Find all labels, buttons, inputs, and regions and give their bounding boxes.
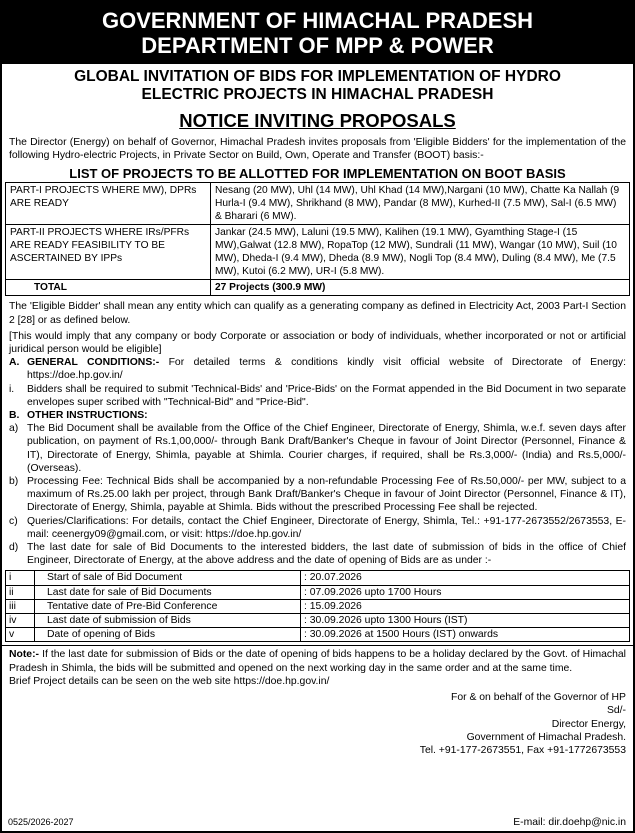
government-title: GOVERNMENT OF HIMACHAL PRADESH: [101, 8, 534, 33]
intro-paragraph: The Director (Energy) on behalf of Governor, Himachal Pradesh invites proposals from 'Eligible Bidders' for the implementation of the following Hydro-electric Projects, in Private Sector on Build, Own, Operate and Transfer (BOOT) basis:-: [9, 137, 626, 162]
note-text: If the last date for submission of Bids or the date of opening of bids happens to be a holiday declared by the Govt. of Himachal Pradesh in Shimla, the bids will be submitted and opened on the next working day in the same order and at the same time.: [9, 649, 626, 674]
instruction-text: The Bid Document shall be available from the Office of the Chief Engineer, Directorate of Energy, Shimla, w.e.f. seven days after publication, on payment of Rs.1,00,000/- through Bank Draft/Banker's Cheque in favour of Joint Director (Personnel, Finance & IT), Directorate of Energy, Shimla, payable at Shimla. Courier charges, if required, shall be Rs.3,000/- (India) and Rs.5,000/- (Overseas).: [27, 423, 626, 474]
instruction-text: Processing Fee: Technical Bids shall be accompanied by a non-refundable Processing Fee of Rs.50,000/- per MW, subject to a maximum of Rs.25.00 lakh per project, through Bank Draft/Banker's Cheque in favour of Joint Director (Personnel, Finance & IT), Directorate of Energy, Shimla, payable at Shimla. Bids without the prescribed Processing Fee shall be rejected.: [27, 476, 626, 514]
schedule-label: Tentative date of Pre-Bid Conference: [35, 599, 301, 613]
schedule-number: i: [6, 571, 35, 585]
section-b-title: OTHER INSTRUCTIONS:: [27, 410, 148, 422]
signature-line: Government of Himachal Pradesh.: [466, 731, 626, 743]
schedule-table: [5, 570, 630, 642]
section-a: [2, 356, 633, 382]
part-1-projects: Nesang (20 MW), Uhl (14 MW), Uhl Khad (14 MW),Nargani (10 MW), Chatte Ka Nallah (9 Hurla-I (9.4 MW), Shrikhand (8 MW), Pandar (8 MW), Kurhed-II (7.5 MW), Sal-I (6.5 MW) & Bharari (6 MW).: [211, 183, 630, 225]
signature-block: [2, 691, 633, 757]
schedule-label: Last date of submission of Bids: [35, 614, 301, 628]
instruction-a: [2, 422, 633, 475]
department-title: DEPARTMENT OF MPP & POWER: [141, 33, 494, 58]
note-label: Note:-: [9, 649, 40, 661]
invitation-line-1: GLOBAL INVITATION OF BIDS FOR IMPLEMENTATION OF HYDRO: [74, 68, 561, 85]
part-2-projects: Jankar (24.5 MW), Laluni (19.5 MW), Kalihen (19.1 MW), Gyamthing Stage-I (15 MW),Galwat (12.8 MW), RopaTop (12 MW), Sundrali (11 MW), Wangar (10 MW), Suil (10 MW), Dheda-I (9.4 MW), Dheda (8.9 MW), Nogli Top (8.4 MW), Duling (8.4 MW), Me (7.5 MW), Kutoi (6.2 MW), UR-I (5.8 MW).: [211, 225, 630, 280]
table-row: [6, 225, 630, 280]
instruction-d: [2, 541, 633, 567]
eligible-bidder-definition: The 'Eligible Bidder' shall mean any entity which can qualify as a generating company as defined in Electricity Act, 2003 Part-I Section 2 [28] or as defined below.: [9, 301, 626, 326]
schedule-number: v: [6, 628, 35, 642]
note-paragraph: [2, 648, 633, 674]
section-b: [2, 409, 633, 422]
eligibility-clarification: [This would imply that any company or body Corporate or association or body of individuals, whether incorporated or not or artificial juridical person would be eligible]: [9, 330, 626, 356]
schedule-number: iv: [6, 614, 35, 628]
notice-title: NOTICE INVITING PROPOSALS: [179, 110, 456, 131]
instruction-key: c): [9, 515, 18, 527]
projects-table: [5, 182, 630, 296]
part-2-label: PART-II PROJECTS WHERE IRs/PFRs ARE READY FEASIBILITY TO BE ASCERTAINED BY IPPs: [6, 225, 211, 280]
table-row: [6, 599, 630, 613]
instruction-text: The last date for sale of Bid Documents to the interested bidders, the last date of submission of bids in the office of Chief Engineer, Directorate of Energy, at the above address and the date of opening of Bids are as under :-: [27, 542, 626, 567]
table-row: [6, 585, 630, 599]
reference-number: 0525/2026-2027: [8, 817, 74, 827]
total-label: TOTAL: [6, 280, 211, 296]
divider: [2, 645, 633, 646]
signature-line: Director Energy,: [551, 718, 626, 730]
brief-details: Brief Project details can be seen on the web site https://doe.hp.gov.in/: [9, 675, 330, 687]
table-row: [6, 628, 630, 642]
instruction-text: Queries/Clarifications: For details, contact the Chief Engineer, Directorate of Energy, Shimla, Tel.: +91-177-2673552/2673553, E-mail: ceenergy09@gmail.com, or visit: https://doe.hp.gov.in/: [27, 515, 626, 540]
instruction-c: [2, 515, 633, 541]
section-a-text: For detailed terms & conditions kindly visit official website of Directorate of Energy: https://doe.hp.gov.in/: [27, 357, 626, 382]
table-row: [6, 614, 630, 628]
header-banner: [2, 2, 633, 64]
instruction-key: a): [9, 423, 19, 435]
schedule-number: ii: [6, 585, 35, 599]
signature-line: Tel. +91-177-2673551, Fax +91-1772673553: [419, 744, 626, 756]
signature-line: Sd/-: [606, 705, 626, 717]
invitation-line-2: ELECTRIC PROJECTS IN HIMACHAL PRADESH: [141, 86, 494, 103]
schedule-label: Date of opening of Bids: [35, 628, 301, 642]
schedule-value: : 30.09.2026 upto 1300 Hours (IST): [301, 614, 630, 628]
table-row: [6, 571, 630, 585]
instruction-key: b): [9, 476, 19, 488]
section-b-key: B.: [9, 410, 20, 422]
signature-line: For & on behalf of the Governor of HP: [450, 692, 626, 704]
item-i-text: Bidders shall be required to submit 'Technical-Bids' and 'Price-Bids' on the Format appended in the Bid Document in two separate envelopes super scribed with "Technical-Bid" and "Price-Bid".: [27, 383, 626, 408]
item-i: [2, 383, 633, 409]
contact-email: E-mail: dir.doehp@nic.in: [513, 817, 626, 828]
invitation-heading: [2, 68, 633, 104]
schedule-value: : 15.09.2026: [301, 599, 630, 613]
schedule-value: : 30.09.2026 at 1500 Hours (IST) onwards: [301, 628, 630, 642]
schedule-value: : 07.09.2026 upto 1700 Hours: [301, 585, 630, 599]
project-list-heading: LIST OF PROJECTS TO BE ALLOTTED FOR IMPLEMENTATION ON BOOT BASIS: [69, 166, 566, 182]
item-i-key: i.: [9, 383, 15, 395]
section-a-key: A.: [9, 357, 20, 369]
part-1-label: PART-I PROJECTS WHERE MW), DPRs ARE READY: [6, 183, 211, 225]
schedule-label: Last date for sale of Bid Documents: [35, 585, 301, 599]
total-value: 27 Projects (300.9 MW): [211, 280, 630, 296]
schedule-label: Start of sale of Bid Document: [35, 571, 301, 585]
instruction-b: [2, 475, 633, 515]
instruction-key: d): [9, 542, 19, 554]
table-row: [6, 183, 630, 225]
schedule-number: iii: [6, 599, 35, 613]
section-a-title: GENERAL CONDITIONS:-: [27, 357, 160, 369]
schedule-value: : 20.07.2026: [301, 571, 630, 585]
table-row: [6, 280, 630, 296]
